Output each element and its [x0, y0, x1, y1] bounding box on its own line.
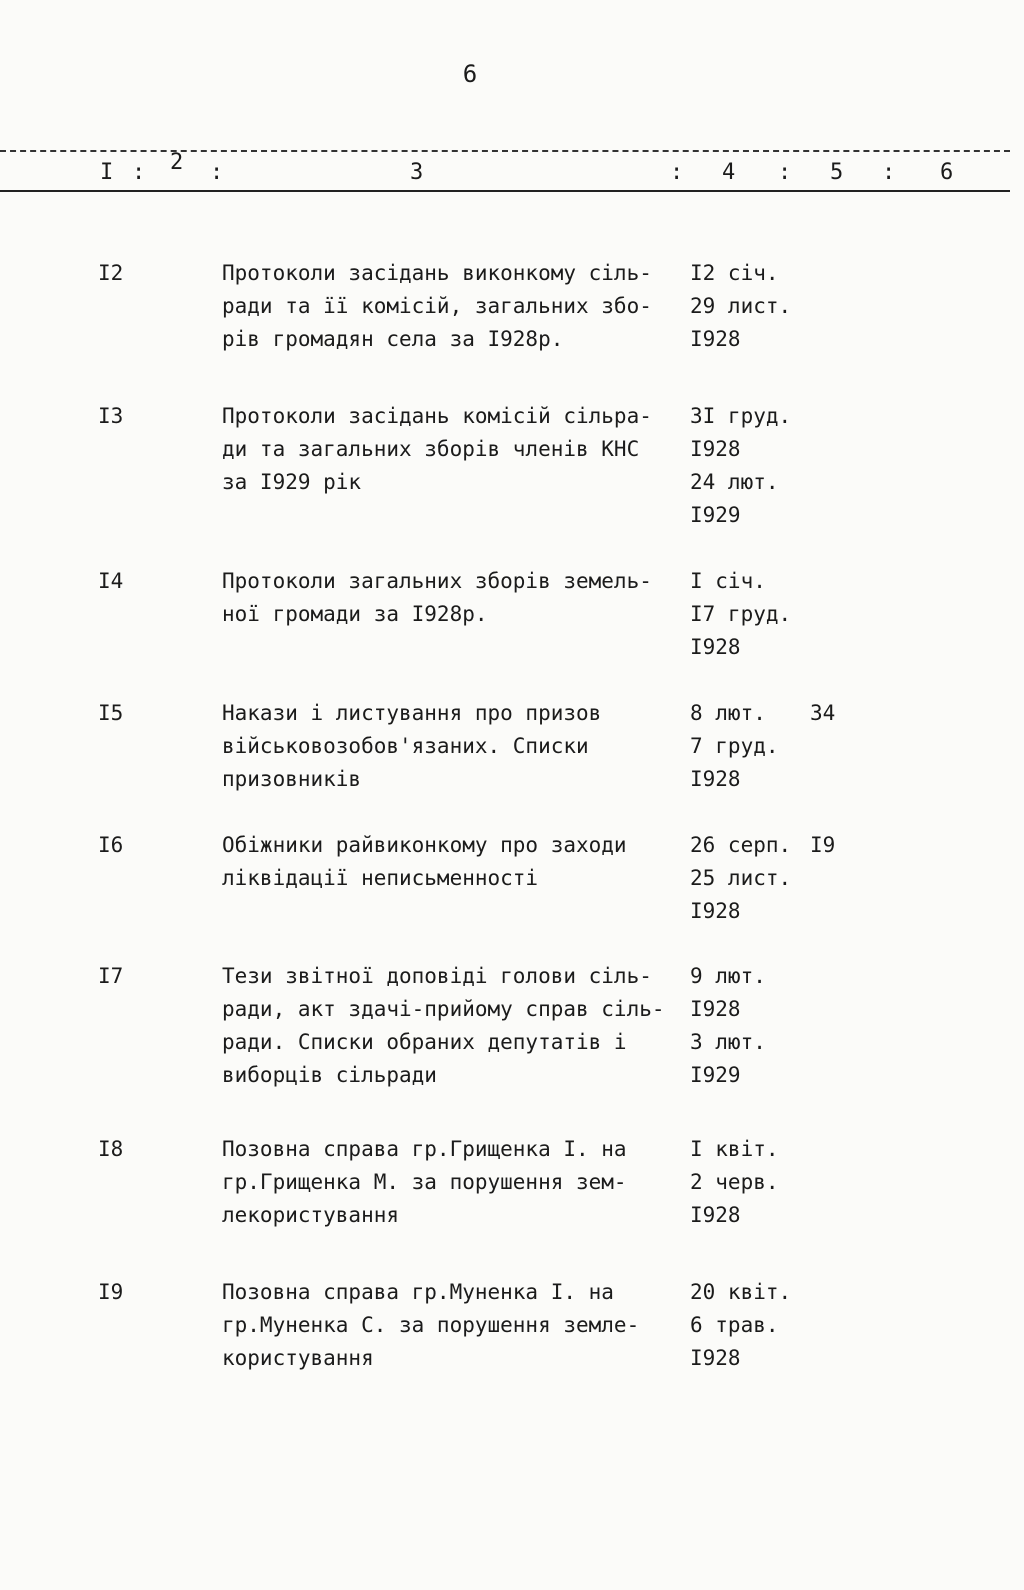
entry-title: Накази і листування про призов військовозобов'язаних. Списки призовників — [222, 701, 602, 791]
entry-title: Позовна справа гр.Грищенка І. на гр.Грищенка М. за порушення зем- лекористування — [222, 1137, 627, 1227]
entry-number: I4 — [98, 569, 124, 593]
column-4-header: 4 — [722, 160, 736, 185]
entry-title: Протоколи засідань комісій сільра- ди та загальних зборів членів КНС за I929 рік — [222, 404, 652, 494]
column-separator: : — [882, 160, 896, 185]
column-5-header: 5 — [830, 160, 844, 185]
entry-number: I3 — [98, 404, 124, 428]
column-separator: : — [778, 160, 792, 185]
column-6-header: 6 — [940, 160, 954, 185]
header-bottom-rule — [0, 190, 1010, 192]
entry-number: I6 — [98, 833, 124, 857]
entry-dates: 3I груд. I928 24 лют. I929 — [690, 404, 792, 527]
entry-title: Позовна справа гр.Муненка І. на гр.Муненка С. за порушення земле- користування — [222, 1280, 640, 1370]
column-1-header: I — [100, 160, 114, 185]
column-separator: : — [210, 160, 224, 185]
entry-dates: 9 лют. I928 3 лют. I929 — [690, 964, 766, 1087]
page-number: 6 — [462, 60, 478, 88]
entry-dates: I квіт. 2 черв. I928 — [690, 1137, 779, 1227]
column-2-header: 2 — [170, 150, 184, 175]
entry-number: I8 — [98, 1137, 124, 1161]
entry-dates: 20 квіт. 6 трав. I928 — [690, 1280, 792, 1370]
entry-dates: I січ. I7 груд. I928 — [690, 569, 792, 659]
entry-sheet-count: I9 — [810, 833, 836, 857]
entry-dates: I2 січ. 29 лист. I928 — [690, 261, 792, 351]
column-separator: : — [670, 160, 684, 185]
entry-dates: 26 серп. 25 лист. I928 — [690, 833, 792, 923]
entry-sheet-count: 34 — [810, 701, 836, 725]
column-separator: : — [132, 160, 146, 185]
entry-dates: 8 лют. 7 груд. I928 — [690, 701, 779, 791]
entry-title: Протоколи загальних зборів земель- ної громади за I928р. — [222, 569, 652, 626]
entry-number: I2 — [98, 261, 124, 285]
entry-number: I7 — [98, 964, 124, 988]
entry-number: I9 — [98, 1280, 124, 1304]
entry-title: Обіжники райвиконкому про заходи ліквідації неписьменності — [222, 833, 627, 890]
entry-title: Протоколи засідань виконкому сіль- ради та її комісій, загальних збо- рів громадян села за I928р. — [222, 261, 652, 351]
entry-number: I5 — [98, 701, 124, 725]
column-3-header: 3 — [410, 160, 424, 185]
entry-title: Тези звітної доповіді голови сіль- ради, акт здачі-прийому справ сіль- ради. Списки обраних депутатів і виборців сільради — [222, 964, 665, 1087]
header-top-rule — [0, 150, 1010, 152]
